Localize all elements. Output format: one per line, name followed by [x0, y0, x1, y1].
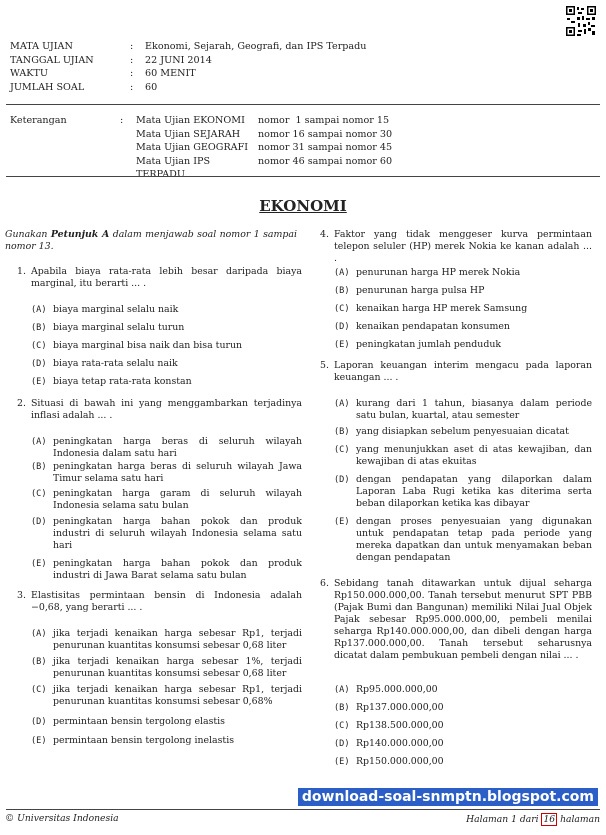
option-label: (D) — [334, 739, 350, 749]
option[interactable] — [334, 738, 592, 750]
footer-copyright: © Universitas Indonesia — [5, 813, 119, 824]
option[interactable] — [31, 516, 302, 552]
option[interactable] — [334, 303, 592, 315]
option-label: (A) — [31, 437, 47, 447]
keterangan-range: nomor 16 sampai nomor 30 — [258, 128, 393, 140]
question-stem: Elastisitas permintaan bensin di Indonesia adalah −0,68, yang berarti ... . — [31, 590, 302, 613]
option[interactable] — [31, 684, 302, 708]
section-title: EKONOMI — [259, 197, 347, 215]
instruction — [5, 229, 297, 253]
watermark-link[interactable]: download-soal-snmptn.blogspot.com — [298, 788, 598, 806]
option[interactable] — [334, 702, 592, 714]
question-number: 1. — [17, 266, 26, 277]
keterangan-row — [136, 155, 392, 182]
header-row — [10, 40, 366, 54]
option-text: kenaikan harga HP merek Samsung — [356, 303, 528, 314]
keterangan-row — [136, 114, 392, 128]
question-number: 4. — [320, 229, 329, 240]
option-text: jika terjadi kenaikan harga sebesar 1%, terjadi penurunan kuantitas konsumsi sebesar 0,68 liter — [53, 656, 302, 679]
question-number: 2. — [17, 398, 26, 409]
option[interactable] — [334, 756, 592, 768]
keterangan-range: nomor 1 sampai nomor 15 — [258, 115, 390, 126]
option-label: (C) — [31, 341, 47, 351]
option-text: peningkatan harga beras di seluruh wilayah Jawa Timur selama satu hari — [53, 461, 302, 484]
header-value: Ekonomi, Sejarah, Geografi, dan IPS Terpadu — [145, 41, 367, 52]
option[interactable] — [334, 426, 592, 438]
option-text: biaya marginal selalu turun — [53, 322, 185, 333]
option-label: (D) — [31, 359, 47, 369]
question-stem: Laporan keuangan interim mengacu pada laporan keuangan ... . — [334, 360, 592, 383]
option-text: peningkatan jumlah penduduk — [356, 339, 502, 350]
option[interactable] — [31, 376, 302, 388]
question-stem: Faktor yang tidak menggeser kurva permintaan telepon seluler (HP) merek Nokia ke kanan adalah ... . — [334, 229, 592, 264]
option-text: peningkatan harga bahan pokok dan produk industri di seluruh wilayah Indonesia selama satu hari — [53, 516, 302, 551]
header-key: TANGGAL UJIAN — [10, 54, 94, 66]
header-value: 60 MENIT — [145, 68, 196, 80]
header-value: 22 JUNI 2014 — [145, 54, 212, 66]
option[interactable] — [334, 684, 592, 696]
option-text: Rp140.000.000,00 — [356, 738, 444, 749]
divider — [6, 809, 600, 810]
qr-code-icon — [566, 6, 596, 36]
option-text: dengan pendapatan yang dilaporkan dalam Laporan Laba Rugi ketika kas diterima serta beban dilaporkan ketika kas dibayar — [356, 474, 592, 509]
option-label: (B) — [31, 657, 47, 667]
option-text: jika terjadi kenaikan harga sebesar Rp1, terjadi penurunan kuantitas konsumsi sebesar 0,68 liter — [53, 628, 302, 651]
option-text: penurunan harga HP merek Nokia — [356, 267, 521, 278]
option-label: (E) — [334, 757, 350, 767]
option[interactable] — [334, 444, 592, 468]
header-key: WAKTU — [10, 68, 48, 80]
option[interactable] — [334, 720, 592, 732]
option[interactable] — [31, 716, 302, 728]
keterangan-block — [10, 114, 392, 182]
option-label: (D) — [334, 322, 350, 332]
keterangan-row — [136, 128, 392, 142]
option-label: (E) — [31, 377, 47, 387]
option-text: kurang dari 1 tahun, biasanya dalam periode satu bulan, kuartal, atau semester — [356, 398, 592, 421]
keterangan-subject: Mata Ujian SEJARAH — [136, 128, 241, 140]
keterangan-list — [136, 114, 392, 182]
option-label: (E) — [31, 736, 47, 746]
header-value: 60 — [145, 81, 158, 93]
keterangan-row — [136, 141, 392, 155]
option-label: (C) — [334, 445, 350, 455]
option-text: biaya tetap rata-rata konstan — [53, 376, 192, 387]
option-text: dengan proses penyesuaian yang digunakan untuk pendapatan tetap pada periode yang mereka dapatkan dan untuk menyamakan beban dengan pendapatan — [356, 516, 592, 563]
header-row — [10, 54, 366, 68]
option[interactable] — [334, 516, 592, 564]
option-text: peningkatan harga garam di seluruh wilayah Indonesia selama satu bulan — [53, 488, 302, 511]
option[interactable] — [31, 628, 302, 652]
instruction-post: dalam menjawab soal nomor 1 sampai nomor 13. — [5, 229, 297, 252]
option-label: (C) — [334, 304, 350, 314]
option-label: (B) — [31, 323, 47, 333]
divider — [6, 176, 600, 177]
option-label: (B) — [31, 462, 47, 472]
option[interactable] — [31, 656, 302, 680]
option-text: Rp95.000.000,00 — [356, 684, 438, 695]
option-label: (C) — [31, 489, 47, 499]
header-key: JUMLAH SOAL — [10, 81, 85, 93]
option-label: (B) — [334, 286, 350, 296]
option-label: (A) — [31, 305, 47, 315]
question-number: 5. — [320, 360, 329, 371]
exam-header — [10, 40, 366, 94]
keterangan-subject: Mata Ujian EKONOMI — [136, 115, 245, 126]
header-key: MATA UJIAN — [10, 41, 73, 52]
footer-page-pre: Halaman 1 dari — [466, 814, 542, 825]
footer-page-info — [466, 813, 600, 826]
option[interactable] — [31, 322, 302, 334]
keterangan-subject: Mata Ujian IPS TERPADU — [136, 155, 211, 181]
option-text: peningkatan harga bahan pokok dan produk industri di Jawa Barat selama satu bulan — [53, 558, 302, 581]
option-text: Rp137.000.000,00 — [356, 702, 444, 713]
question-stem: Sebidang tanah ditawarkan untuk dijual seharga Rp150.000.000,00. Tanah tersebut menurut SPT PBB (Pajak Bumi dan Bangunan) memiliki Nilai Jual Objek Pajak sebesar Rp95.000.000,00, pembeli menilai seharga Rp140.000.000,00, dan dibeli dengan harga Rp137.000.000,00. Tanah tersebut seharusnya dicatat dalam pembukuan pembeli dengan nilai ... . — [334, 578, 592, 661]
option-text: yang menunjukkan aset di atas kewajiban, dan kewajiban di atas ekuitas — [356, 444, 592, 467]
option-label: (C) — [334, 721, 350, 731]
option-label: (A) — [334, 268, 350, 278]
option[interactable] — [31, 461, 302, 485]
footer-page-total: 16 — [543, 814, 556, 825]
option-label: (A) — [334, 399, 350, 409]
header-row — [10, 81, 366, 95]
option-label: (D) — [31, 717, 47, 727]
option-label: (C) — [31, 685, 47, 695]
option-label: (E) — [31, 559, 47, 569]
option-label: (A) — [334, 685, 350, 695]
question-stem: Apabila biaya rata-rata lebih besar daripada biaya marginal, itu berarti ... . — [31, 266, 302, 289]
divider — [6, 104, 600, 105]
keterangan-range: nomor 46 sampai nomor 60 — [258, 155, 393, 167]
option-text: yang disiapkan sebelum penyesuaian dicatat — [356, 426, 569, 437]
instruction-bold: Petunjuk A — [50, 229, 110, 240]
option[interactable] — [334, 267, 592, 279]
option-text: permintaan bensin tergolong elastis — [53, 716, 225, 727]
option-label: (E) — [334, 517, 350, 527]
header-colon: : — [130, 68, 134, 80]
option-text: jika terjadi kenaikan harga sebesar Rp1, terjadi penurunan kuantitas konsumsi sebesar 0,68% — [53, 684, 302, 707]
header-colon: : — [130, 81, 134, 93]
option[interactable] — [334, 398, 592, 422]
header-row — [10, 67, 366, 81]
option[interactable] — [334, 285, 592, 297]
option-text: kenaikan pendapatan konsumen — [356, 321, 510, 332]
option[interactable] — [31, 735, 302, 747]
question-stem: Situasi di bawah ini yang menggambarkan terjadinya inflasi adalah ... . — [31, 398, 302, 421]
keterangan-colon: : — [120, 115, 124, 126]
footer-page-post: halaman — [557, 814, 600, 825]
option[interactable] — [334, 339, 592, 351]
option[interactable] — [31, 488, 302, 512]
option-text: biaya marginal selalu naik — [53, 304, 179, 315]
question-number: 3. — [17, 590, 26, 601]
option-text: Rp138.500.000,00 — [356, 720, 444, 731]
instruction-pre: Gunakan — [5, 229, 51, 240]
option[interactable] — [31, 304, 302, 316]
option-label: (A) — [31, 629, 47, 639]
question-number: 6. — [320, 578, 329, 589]
option-text: Rp150.000.000,00 — [356, 756, 444, 767]
option-text: penurunan harga pulsa HP — [356, 285, 485, 296]
option[interactable] — [334, 321, 592, 333]
option[interactable] — [334, 474, 592, 510]
option-label: (D) — [334, 475, 350, 485]
option[interactable] — [31, 340, 302, 352]
option-text: biaya rata-rata selalu naik — [53, 358, 178, 369]
option-text: peningkatan harga beras di seluruh wilayah Indonesia dalam satu hari — [53, 436, 302, 459]
option-label: (E) — [334, 340, 350, 350]
keterangan-range: nomor 31 sampai nomor 45 — [258, 142, 393, 154]
option-label: (B) — [334, 427, 350, 437]
option[interactable] — [31, 558, 302, 582]
option-text: permintaan bensin tergolong inelastis — [53, 735, 234, 746]
keterangan-label: Keterangan — [10, 115, 67, 126]
option-text: biaya marginal bisa naik dan bisa turun — [53, 340, 243, 351]
header-colon: : — [130, 41, 134, 52]
option[interactable] — [31, 358, 302, 370]
keterangan-subject: Mata Ujian GEOGRAFI — [136, 142, 249, 154]
option[interactable] — [31, 436, 302, 460]
option-label: (B) — [334, 703, 350, 713]
header-colon: : — [130, 54, 134, 66]
option-label: (D) — [31, 517, 47, 527]
